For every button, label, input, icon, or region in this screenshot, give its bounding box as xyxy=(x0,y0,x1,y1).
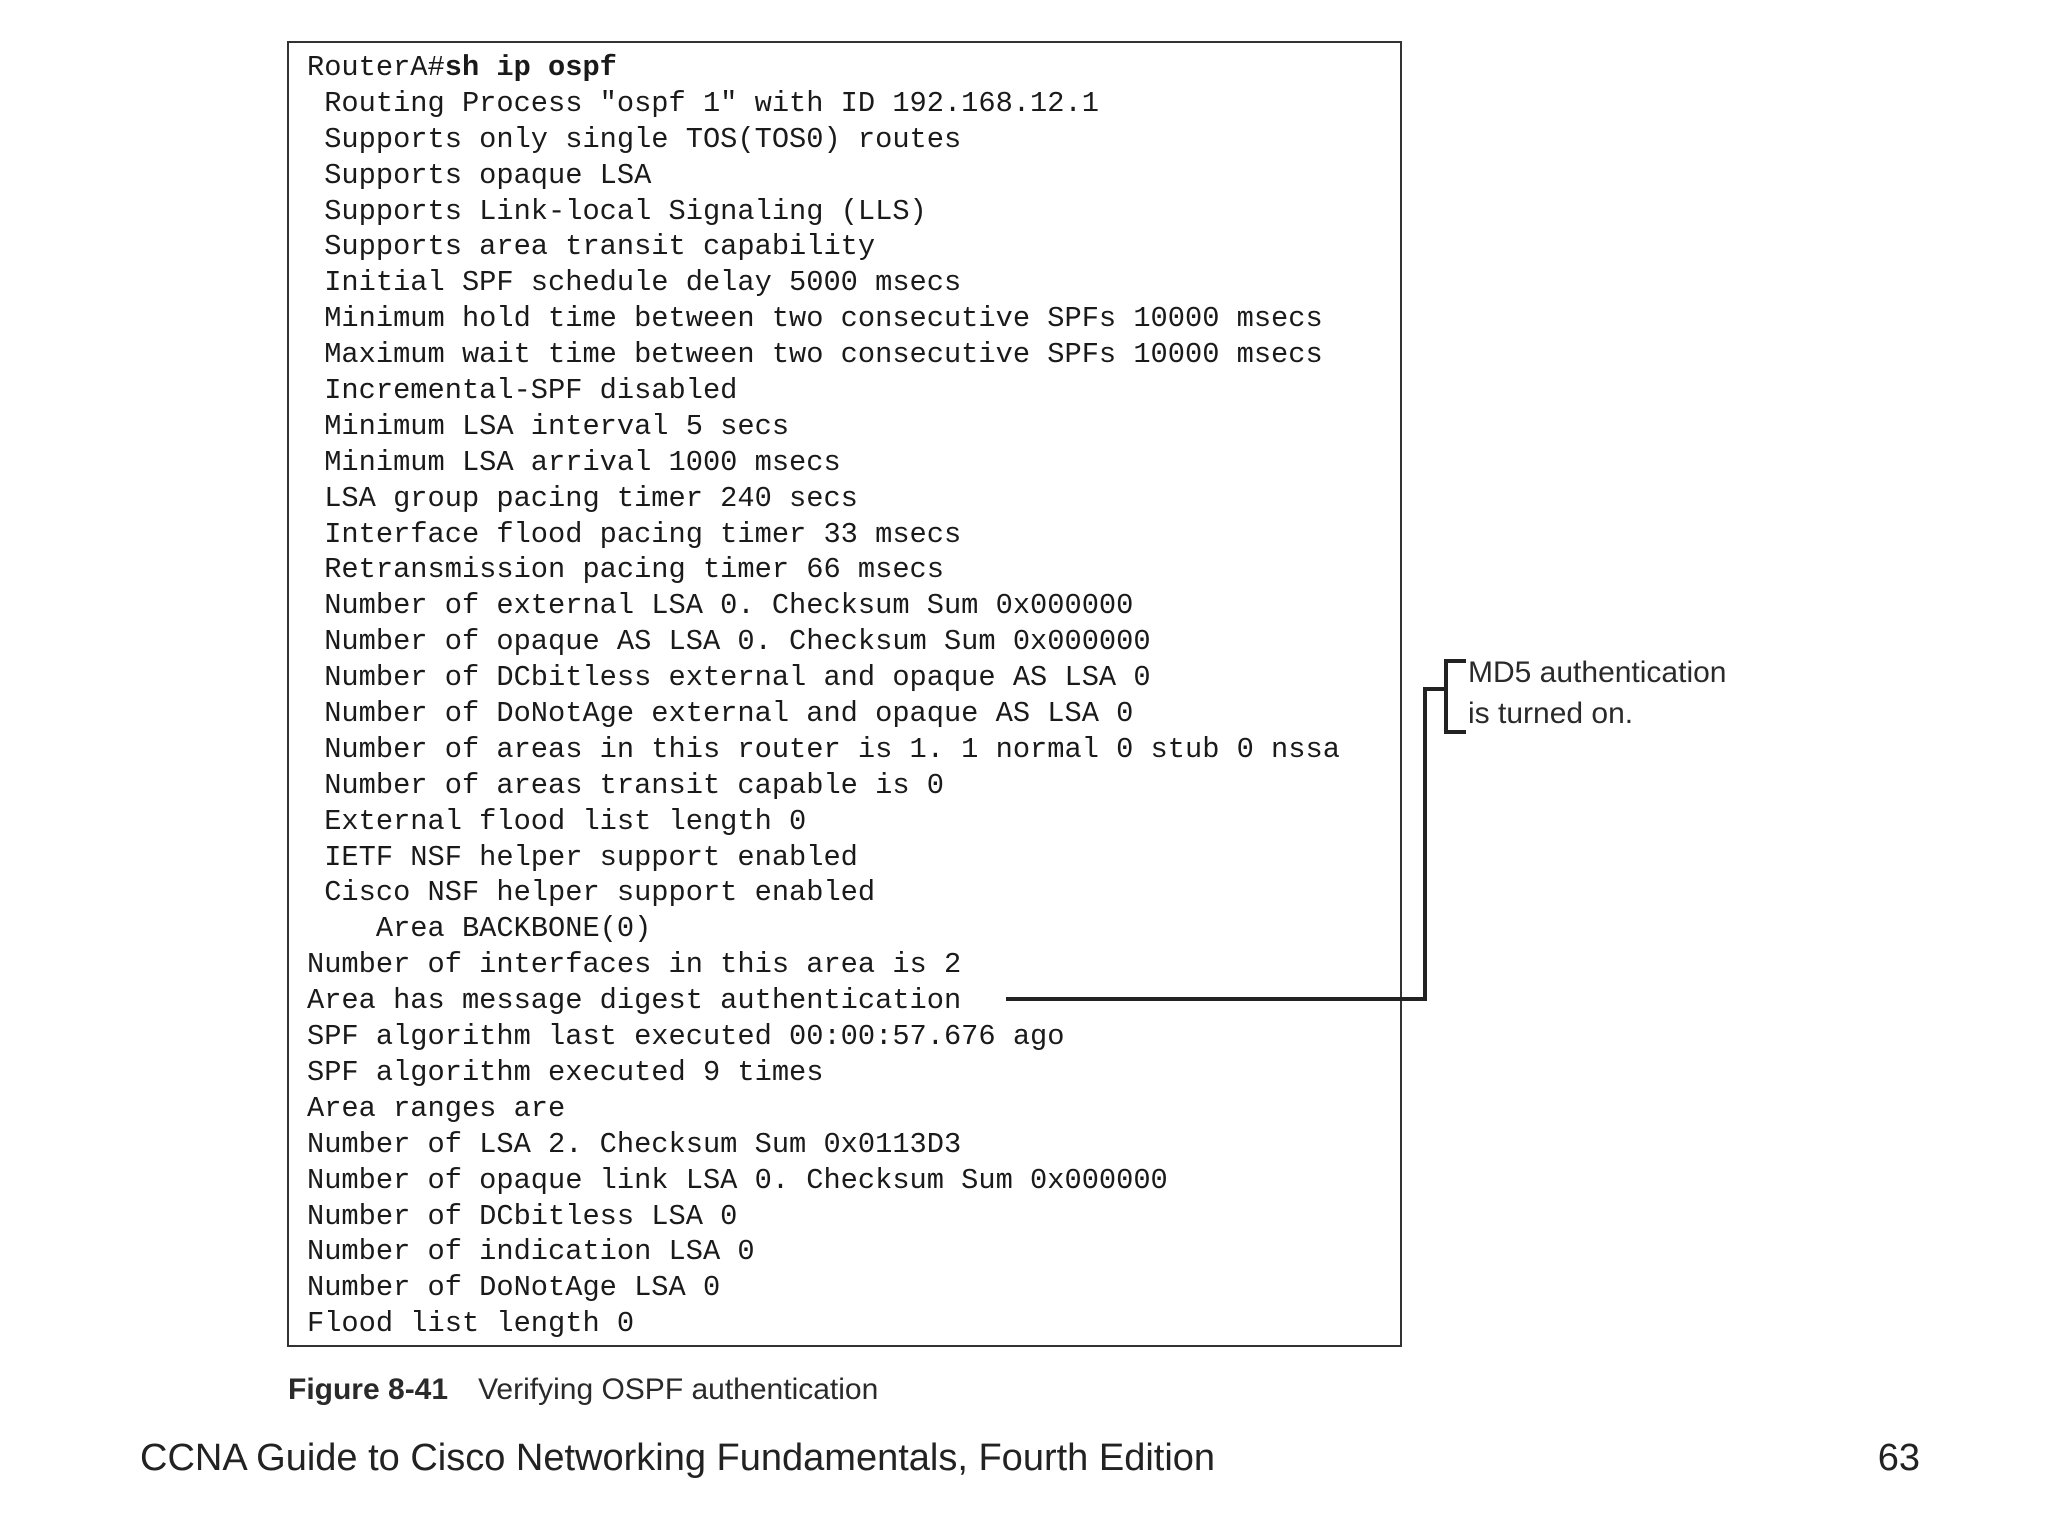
output-line: Supports Link-local Signaling (LLS) xyxy=(307,194,927,228)
output-line: External flood list length 0 xyxy=(307,804,807,838)
router-prompt: RouterA# xyxy=(307,51,445,84)
output-line: LSA group pacing timer 240 secs xyxy=(307,481,858,515)
output-line: Number of LSA 2. Checksum Sum 0x0113D3 xyxy=(307,1127,962,1161)
output-line: Retransmission pacing timer 66 msecs xyxy=(307,553,944,587)
footer-book-title: CCNA Guide to Cisco Networking Fundamentals, Fourth Edition xyxy=(140,1437,1216,1479)
command-text: sh ip ospf xyxy=(444,51,617,84)
output-line: IETF NSF helper support enabled xyxy=(307,840,858,874)
highlighted-output-line: Area has message digest authentication xyxy=(307,984,962,1018)
output-line: Area ranges are xyxy=(307,1091,566,1125)
output-line: Number of areas transit capable is 0 xyxy=(307,768,944,802)
output-line: Routing Process "ospf 1" with ID 192.168.12.1 xyxy=(307,86,1099,120)
output-line: Minimum hold time between two consecutive SPFs 10000 msecs xyxy=(307,302,1323,336)
output-line: Number of DoNotAge LSA 0 xyxy=(307,1271,721,1305)
output-line: Number of indication LSA 0 xyxy=(307,1235,755,1269)
output-line: Interface flood pacing timer 33 msecs xyxy=(307,517,962,551)
terminal-output-box xyxy=(287,41,1402,1347)
terminal-lines xyxy=(307,50,1340,1342)
page-number: 63 xyxy=(1877,1437,1920,1479)
callout-label xyxy=(1468,652,1798,734)
output-line: SPF algorithm executed 9 times xyxy=(307,1055,824,1089)
output-line: Number of interfaces in this area is 2 xyxy=(307,948,962,982)
output-line: Number of areas in this router is 1. 1 normal 0 stub 0 nssa xyxy=(307,732,1340,766)
output-line: Number of DCbitless external and opaque AS LSA 0 xyxy=(307,661,1151,695)
figure-caption-text: Verifying OSPF authentication xyxy=(478,1373,879,1406)
output-line: Number of DCbitless LSA 0 xyxy=(307,1199,738,1233)
output-line: Minimum LSA interval 5 secs xyxy=(307,409,790,443)
output-line: Number of opaque link LSA 0. Checksum Sum 0x000000 xyxy=(307,1163,1168,1197)
callout-bracket xyxy=(1446,661,1466,732)
command-line xyxy=(307,50,1340,86)
output-line: Initial SPF schedule delay 5000 msecs xyxy=(307,266,962,300)
output-line: Maximum wait time between two consecutive SPFs 10000 msecs xyxy=(307,338,1323,372)
output-line: Incremental-SPF disabled xyxy=(307,374,738,408)
figure-caption xyxy=(288,1373,878,1407)
output-line: Supports area transit capability xyxy=(307,230,876,264)
output-line: SPF algorithm last executed 00:00:57.676 ago xyxy=(307,1020,1065,1054)
callout-line-2: is turned on. xyxy=(1468,697,1634,730)
output-line: Area BACKBONE(0) xyxy=(307,912,652,946)
output-line: Supports opaque LSA xyxy=(307,158,652,192)
output-line: Supports only single TOS(TOS0) routes xyxy=(307,122,962,156)
callout-line-1: MD5 authentication xyxy=(1468,656,1727,689)
output-line: Number of DoNotAge external and opaque AS LSA 0 xyxy=(307,697,1134,731)
output-line: Flood list length 0 xyxy=(307,1307,635,1341)
figure-number: Figure 8-41 xyxy=(288,1373,449,1406)
output-line: Minimum LSA arrival 1000 msecs xyxy=(307,445,841,479)
output-line: Number of external LSA 0. Checksum Sum 0x000000 xyxy=(307,589,1134,623)
output-line: Number of opaque AS LSA 0. Checksum Sum 0x000000 xyxy=(307,625,1151,659)
output-line: Cisco NSF helper support enabled xyxy=(307,876,876,910)
